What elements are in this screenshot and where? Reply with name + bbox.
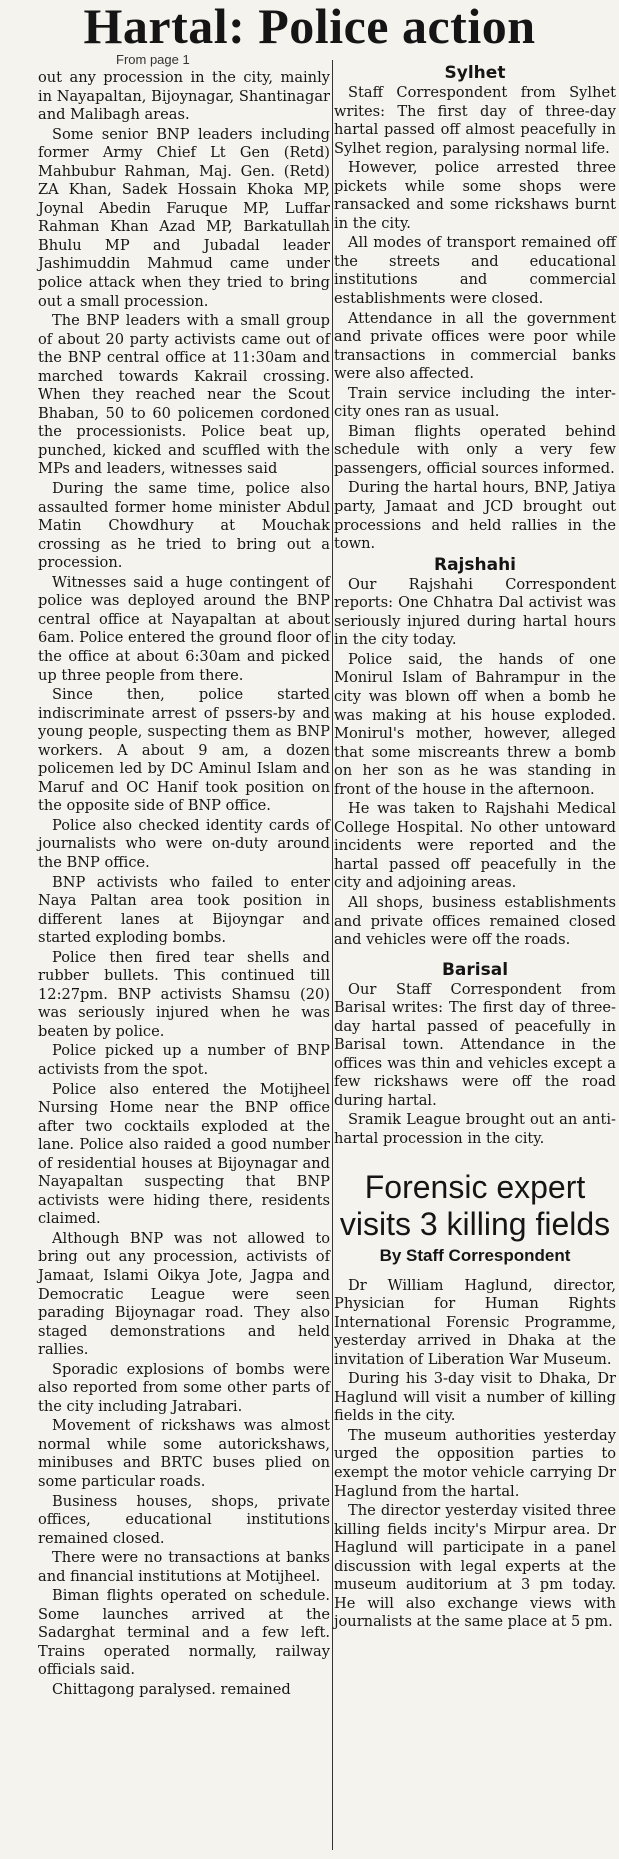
article-paragraph: Biman flights operated behind schedule with only a very few passengers, official sources informed.: [334, 422, 616, 477]
article-paragraph: Dr William Haglund, director, Physician for Human Rights International Forensic Programme, yesterday arrived in Dhaka at the invitation of Liberation War Museum.: [334, 1276, 616, 1368]
left-column: [38, 52, 330, 1701]
article-paragraph: Movement of rickshaws was almost normal while some autorickshaws, minibuses and BRTC buses plied on some particular roads.: [38, 1417, 330, 1491]
story-headline-forensic: Forensic expert visits 3 killing fields: [339, 1168, 611, 1242]
right-column: [334, 62, 616, 1633]
article-paragraph: BNP activists who failed to enter Naya Paltan area took position in different lanes at Bijoyngar and started exploding bombs.: [38, 873, 330, 947]
page-headline: Hartal: Police action: [83, 0, 536, 54]
article-paragraph: Some senior BNP leaders including former Army Chief Lt Gen (Retd) Mahbubur Rahman, Maj. Gen. (Retd) ZA Khan, Sadek Hossain Khoka MP, Joynal Abedin Faruque MP, Luffar Rahman Khan Azad MP, Barkatullah Bhulu MP and Jubadal leader Jashimuddin Mahmud came under police attack when they tried to bring out a small procession.: [38, 125, 330, 310]
article-paragraph: Police picked up a number of BNP activists from the spot.: [38, 1042, 330, 1078]
article-paragraph: Business houses, shops, private offices, educational institutions remained closed.: [38, 1492, 330, 1547]
article-paragraph: During the hartal hours, BNP, Jatiya party, Jamaat and JCD brought out processions and held rallies in the town.: [334, 479, 616, 553]
article-paragraph: All shops, business establishments and private offices remained closed and vehicles were off the roads.: [334, 893, 616, 949]
article-paragraph: Sporadic explosions of bombs were also reported from some other parts of the city including Jatrabari.: [38, 1360, 330, 1415]
article-paragraph: During his 3-day visit to Dhaka, Dr Haglund will visit a number of killing fields in the city.: [334, 1370, 616, 1425]
article-paragraph: Staff Correspondent from Sylhet writes: The first day of three-day hartal passed off almost peacefully in Sylhet region, paralysing normal life.: [334, 84, 616, 157]
section-heading-sylhet: Sylhet: [444, 63, 506, 83]
article-paragraph: He was taken to Rajshahi Medical College Hospital. No other untoward incidents were reported and the hartal passed off peacefully in the city and adjoining areas.: [334, 800, 616, 892]
article-paragraph: Chittagong paralysed. remained: [52, 1681, 291, 1699]
byline: By Staff Correspondent: [379, 1245, 571, 1265]
article-paragraph: There were no transactions at banks and financial institutions at Motijheel.: [38, 1549, 330, 1585]
article-paragraph: Police then fired tear shells and rubber bullets. This continued till 12:27pm. BNP activists Shamsu (20) was seriously injured when he was beaten by police.: [38, 948, 330, 1040]
column-divider: [332, 60, 333, 1850]
article-paragraph: All modes of transport remained off the streets and educational institutions and commercial establishments were closed.: [334, 234, 616, 308]
article-paragraph: Train service including the inter-city ones ran as usual.: [334, 384, 616, 421]
jump-line: From page 1: [116, 52, 190, 67]
article-paragraph: Witnesses said a huge contingent of police was deployed around the BNP central office at Nayapaltan at about 6am. Police entered the ground floor of the office at about 6:30am and picked up three people from there.: [38, 573, 330, 684]
article-paragraph: Biman flights operated on schedule. Some launches arrived at the Sadarghat terminal and a few left. Trains operated normally, railway officials said.: [38, 1587, 330, 1679]
article-paragraph: Police also entered the Motijheel Nursing Home near the BNP office after two cocktails exploded at the lane. Police also raided a good number of residential houses at Bijoynagar and Nayapaltan suspecting that BNP activists were hiding there, residents claimed.: [38, 1080, 330, 1228]
article-paragraph: Our Staff Correspondent from Barisal writes: The first day of three-day hartal passed of peacefully in Barisal town. Attendance in the offices was thin and vehicles except a few rickshaws were off the road during hartal.: [334, 980, 616, 1109]
article-paragraph: However, police arrested three pickets while some shops were ransacked and some rickshaws burnt in the city.: [334, 159, 616, 232]
article-paragraph: The museum authorities yesterday urged the opposition parties to exempt the motor vehicle carrying Dr Haglund from the hartal.: [334, 1426, 616, 1500]
article-paragraph: Our Rajshahi Correspondent reports: One Chhatra Dal activist was seriously injured during hartal hours in the city today.: [334, 575, 616, 649]
article-paragraph: During the same time, police also assaulted former home minister Abdul Matin Chowdhury at Mouchak crossing as he tried to bring out a procession.: [38, 480, 330, 572]
article-paragraph: Police said, the hands of one Monirul Islam of Bahrampur in the city was blown off when a bomb he was making at his house exploded. Monirul's mother, however, alleged that some miscreants threw a bomb on her son as he was standing in front of the house in the afternoon.: [334, 650, 616, 798]
article-paragraph: out any procession in the city, mainly in Nayapaltan, Bijoynagar, Shantinagar and Malibagh areas.: [38, 69, 330, 124]
article-paragraph: The director yesterday visited three killing fields incity's Mirpur area. Dr Haglund will participate in a panel discussion with legal experts at the museum auditorium at 3 pm today. He will also exchange views with journalists at the same place at 5 pm.: [334, 1502, 616, 1631]
article-paragraph: Sramik League brought out an anti-hartal procession in the city.: [334, 1111, 616, 1147]
article-paragraph: Attendance in all the government and private offices were poor while transactions in commercial banks were also affected.: [334, 309, 616, 383]
section-heading-rajshahi: Rajshahi: [433, 554, 516, 575]
section-heading-barisal: Barisal: [441, 959, 509, 980]
article-paragraph: Police also checked identity cards of journalists who were on-duty around the BNP office.: [38, 816, 330, 871]
article-paragraph: Since then, police started indiscriminate arrest of pssers-by and young people, suspecting them as BNP workers. A about 9 am, a dozen policemen led by DC Aminul Islam and Maruf and OC Hanif took position on the opposite side of BNP office.: [38, 686, 330, 815]
article-paragraph: Although BNP was not allowed to bring out any procession, activists of Jamaat, Islami Oikya Jote, Jagpa and Democratic League were seen parading Bijoynagar road. They also staged demonstrations and held rallies.: [38, 1229, 330, 1359]
article-paragraph: The BNP leaders with a small group of about 20 party activists came out of the BNP central office at 11:30am and marched towards Kakrail crossing. When they reached near the Scout Bhaban, 50 to 60 policemen cordoned the processionists. Police beat up, punched, kicked and scuffled with the MPs and leaders, witnesses said: [38, 312, 330, 478]
